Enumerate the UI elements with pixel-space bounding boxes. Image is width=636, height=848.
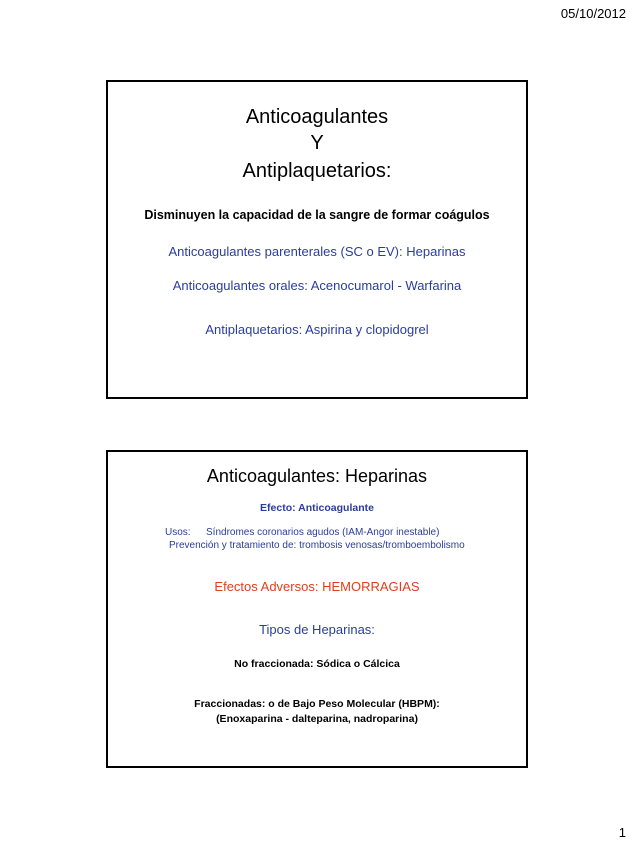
slide2-usos-line2: Prevención y tratamiento de: trombosis venosas/tromboembolismo: [169, 540, 465, 551]
slide1-orales: Anticoagulantes orales: Acenocumarol - Warfarina: [172, 278, 462, 293]
slide-heparinas: [106, 450, 528, 768]
slide2-title: Anticoagulantes: Heparinas: [206, 466, 428, 486]
slide2-usos-label: Usos:: [165, 527, 191, 538]
slide2-fraccionadas-line2: (Enoxaparina - dalteparina, nadroparina): [216, 713, 418, 725]
slide2-fraccionadas-line1: Fraccionadas: o de Bajo Peso Molecular (HBPM):: [194, 698, 440, 710]
slide1-subtitle: Disminuyen la capacidad de la sangre de formar coágulos: [144, 208, 490, 222]
slide1-title-line1: Anticoagulantes: [245, 106, 389, 128]
slide2-usos-line1: Síndromes coronarios agudos (IAM-Angor inestable): [206, 527, 440, 538]
slide2-no-fraccionada: No fraccionada: Sódica o Cálcica: [234, 658, 400, 670]
slide1-title-line3: Antiplaquetarios:: [242, 160, 392, 182]
slide-anticoagulantes-antiplaquetarios: [106, 80, 528, 399]
slide1-title-line2: Y: [310, 132, 324, 154]
slide2-tipos-title: Tipos de Heparinas:: [259, 622, 375, 637]
slide1-parenterales: Anticoagulantes parenterales (SC o EV): Heparinas: [168, 244, 466, 259]
page-number: 1: [618, 825, 626, 840]
page-date: 05/10/2012: [560, 6, 626, 21]
slide2-efecto: Efecto: Anticoagulante: [260, 502, 374, 514]
slide2-efectos-adversos: Efectos Adversos: HEMORRAGIAS: [214, 579, 420, 594]
slide1-antiplaquetarios: Antiplaquetarios: Aspirina y clopidogrel: [205, 322, 429, 337]
